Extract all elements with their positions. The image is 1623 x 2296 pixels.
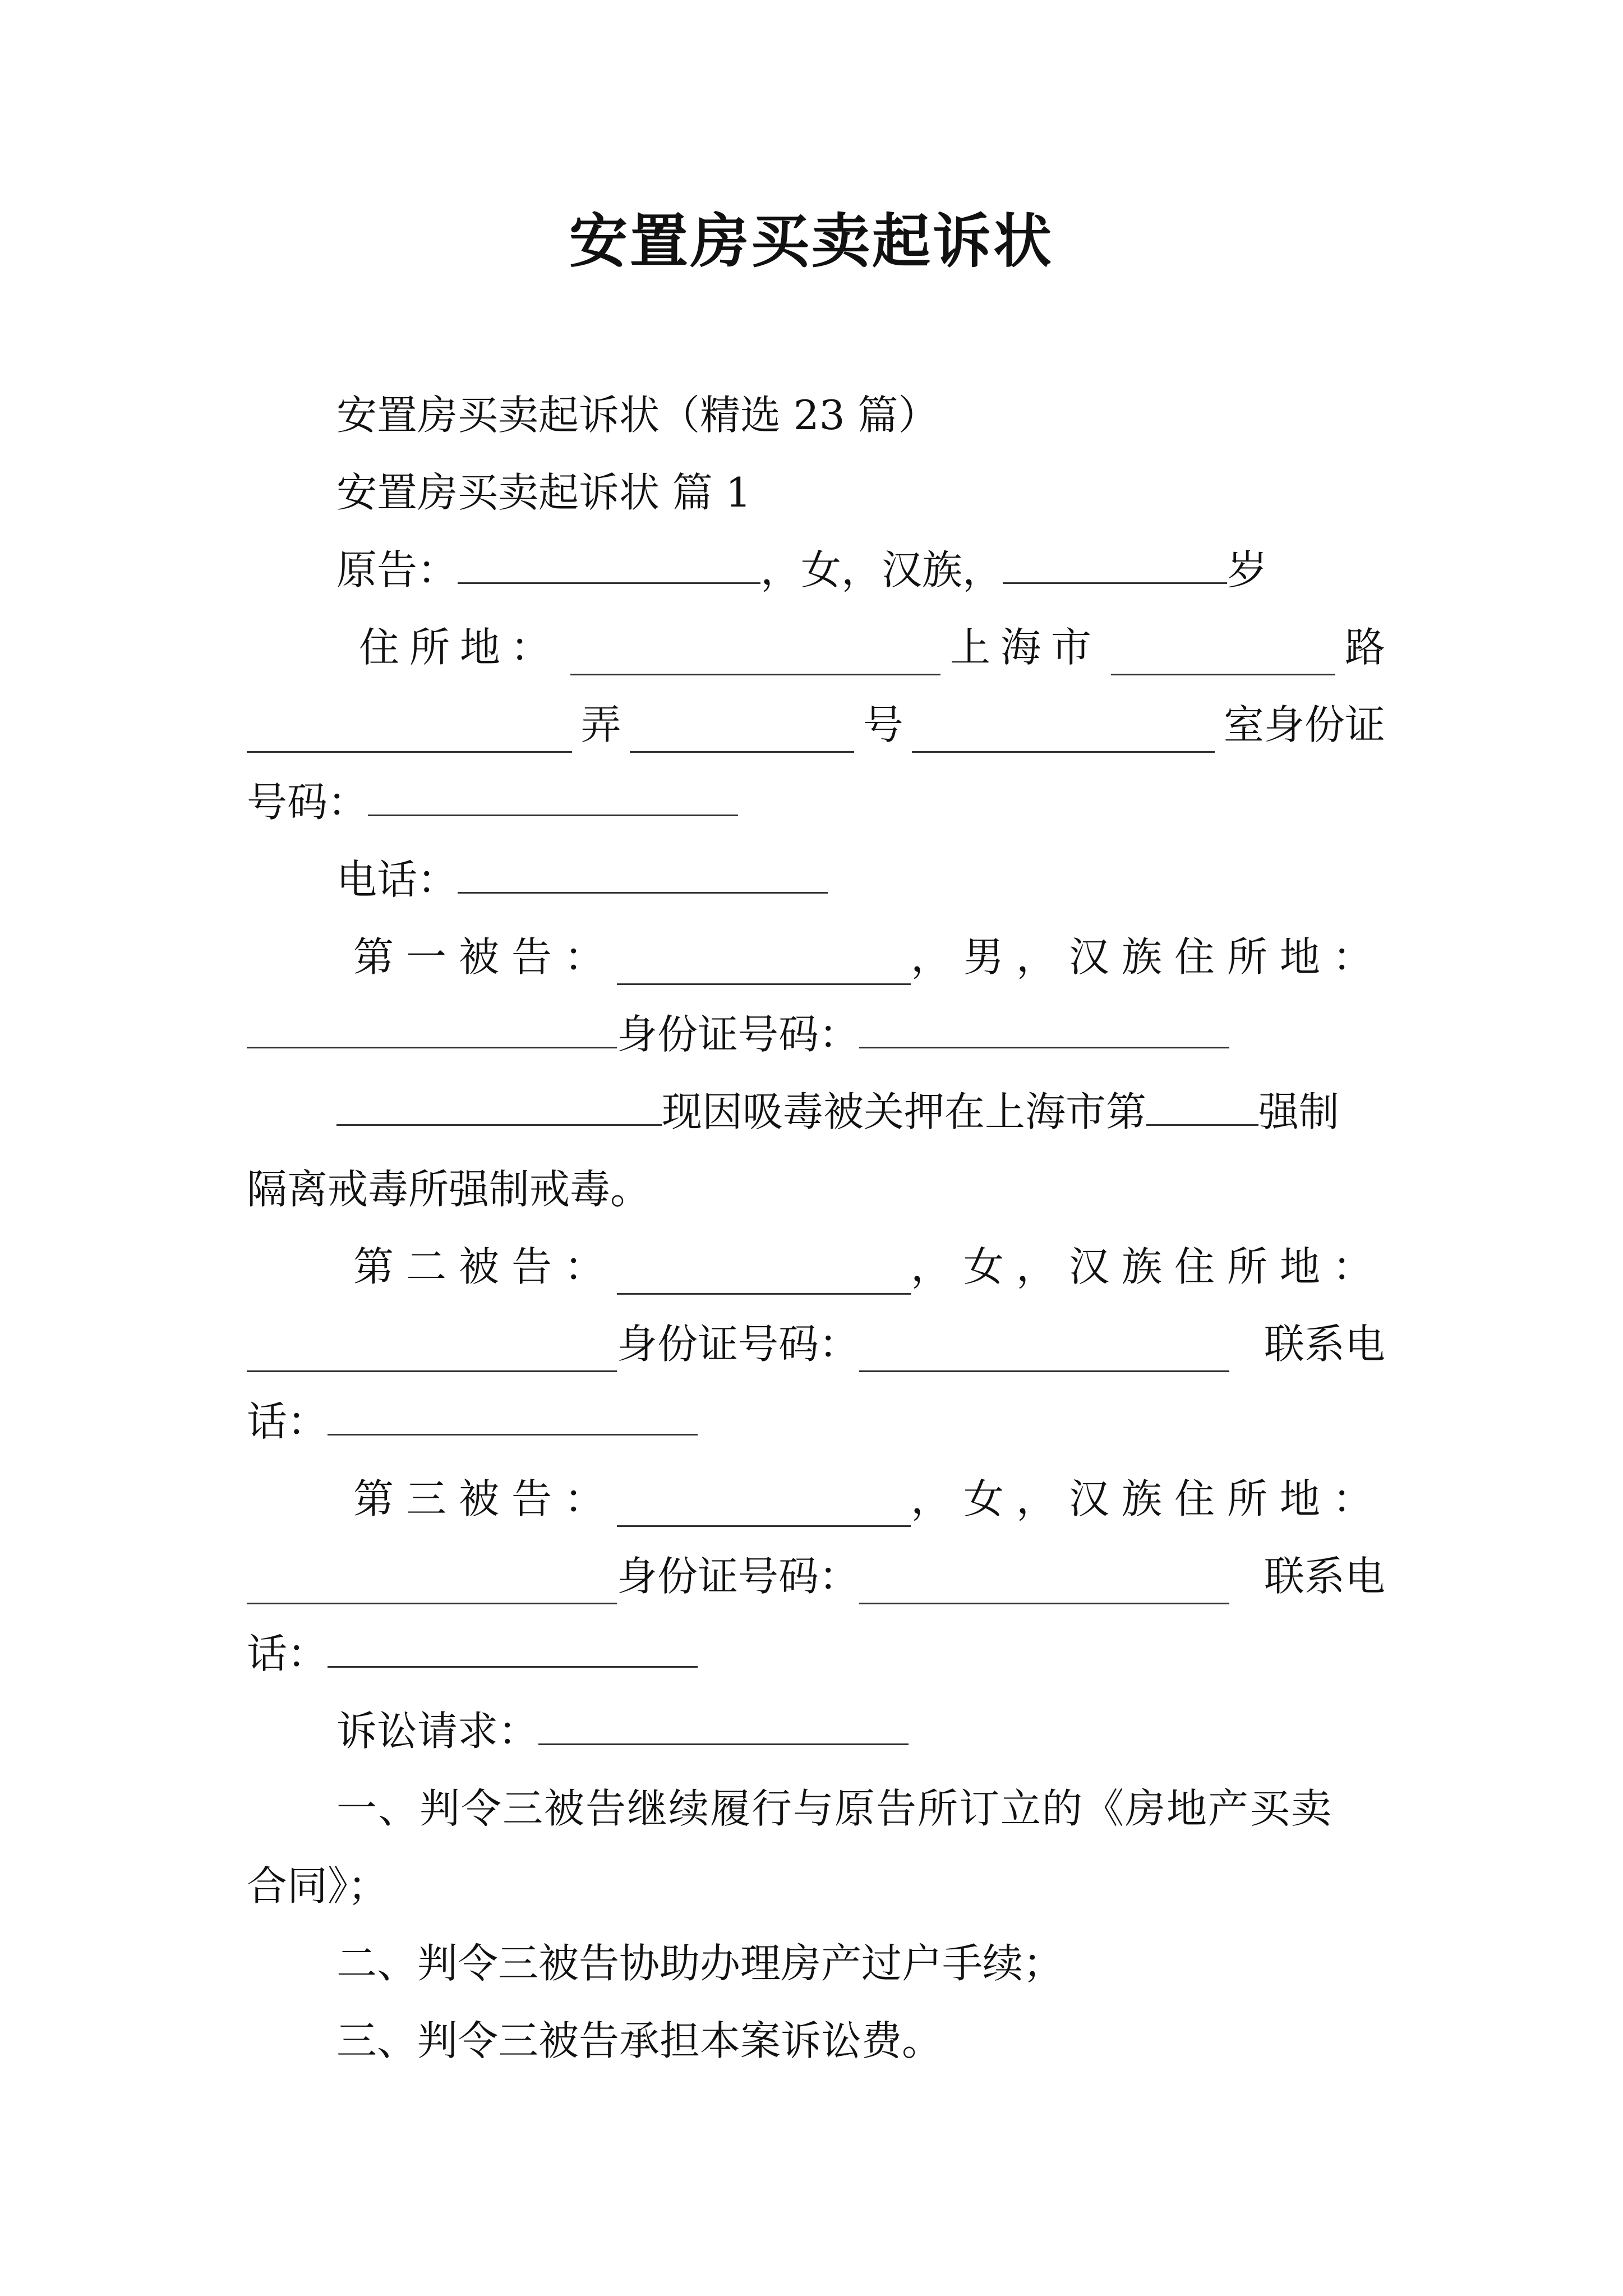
defendant1-line [247,929,1385,985]
defendant2-info: ，女，汉族住所地： [910,1243,1385,1290]
plaintiff-age-blank [1003,543,1227,584]
defendant2-phone-label: 话： [247,1398,328,1445]
defendant2-contact: 联系电 [1264,1320,1385,1368]
address-blank-2 [1111,634,1335,675]
defendant1-detain-text: 现因吸毒被关押在上海市第 [662,1088,1147,1135]
address-number: 号 [863,701,903,748]
plaintiff-name-blank [458,543,760,584]
plaintiff-phone-label: 电话： [336,856,458,903]
defendant2-address-blank [247,1331,617,1372]
defendant2-phone-blank [328,1395,698,1435]
defendant3-id-label: 身份证号码： [617,1553,860,1600]
defendant3-phone-label: 话： [247,1630,328,1677]
number-blank [630,712,854,753]
defendant1-id-line [247,1006,1385,1062]
defendant1-info: ，男，汉族住所地： [910,933,1385,981]
defendant3-label: 第三被告： [353,1475,617,1522]
address-lane: 弄 [580,701,621,748]
address-road: 路 [1344,624,1385,671]
claim-item-3: 三、判令三被告承担本案诉讼费。 [336,2017,943,2064]
defendant1-id-label: 身份证号码： [617,1011,860,1058]
intro-line: 安置房买卖起诉状（精选 23 篇） [336,392,939,439]
section-heading: 安置房买卖起诉状 篇 1 [336,469,751,516]
defendant1-address-blank [247,1007,617,1048]
lane-blank [247,712,572,753]
claims-blank [538,1704,909,1745]
defendant2-name-blank [617,1254,911,1295]
plaintiff-line [247,542,1475,598]
defendant3-info: ，女，汉族住所地： [910,1475,1385,1522]
plaintiff-id-blank [368,775,738,816]
defendant2-id-blank [859,1331,1229,1372]
plaintiff-id-label: 号码： [247,779,368,826]
address-city: 上海市 [949,624,1101,671]
defendant1-label: 第一被告： [353,933,617,981]
defendant1-detain-line [247,1084,1385,1140]
defendant3-line [247,1471,1385,1527]
plaintiff-address-line-2 [247,697,1385,753]
detention-center-blank [1146,1085,1258,1126]
defendant3-address-blank [247,1563,617,1604]
defendant1-id-blank [859,1007,1229,1048]
claim-item-1-tail: 合同》； [247,1862,389,1910]
claim-item-2: 二、判令三被告协助办理房产过户手续； [336,1940,1064,1987]
plaintiff-address-line [247,619,1385,675]
defendant3-id-line [247,1548,1385,1604]
defendant2-id-line [247,1316,1385,1372]
claims-line [247,1703,1475,1759]
plaintiff-age-suffix: 岁 [1227,546,1268,593]
claim-item-1: 一、判令三被告继续履行与原告所订立的《房地产买卖 [336,1785,1333,1832]
defendant1-detain-blank [336,1085,662,1126]
document-title: 安置房买卖起诉状 [569,206,1054,275]
plaintiff-phone-blank [458,853,828,894]
defendant2-label: 第二被告： [353,1243,617,1290]
address-blank-1 [570,634,940,675]
defendant2-phone-line [247,1393,1385,1450]
plaintiff-label: 原告： [336,546,458,593]
room-blank [912,712,1215,753]
defendant2-id-label: 身份证号码： [617,1320,860,1368]
defendant3-id-blank [859,1563,1229,1604]
defendant3-contact: 联系电 [1264,1553,1385,1600]
defendant3-name-blank [617,1486,911,1527]
address-room: 室身份证 [1223,701,1385,748]
plaintiff-gender: ，女，汉族， [760,546,1003,593]
plaintiff-id-line [247,774,1385,830]
defendant2-line [247,1239,1385,1295]
claims-label: 诉讼请求： [336,1708,539,1755]
defendant3-phone-line [247,1626,1385,1682]
defendant1-detain-tail: 强制 [1258,1088,1340,1135]
defendant3-phone-blank [328,1627,698,1668]
defendant1-detain-line-2: 隔离戒毒所强制戒毒。 [247,1166,651,1213]
plaintiff-phone-line [247,852,1475,908]
defendant1-name-blank [617,944,911,985]
address-label: 住所地： [359,624,561,671]
